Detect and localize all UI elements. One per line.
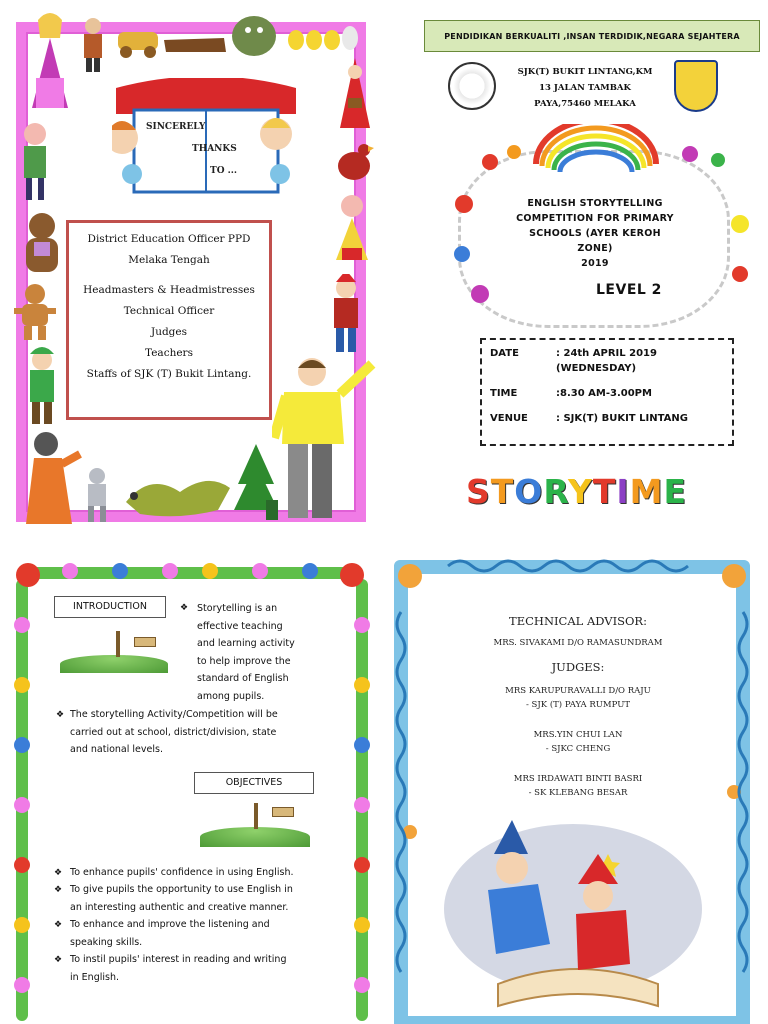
book-word-to: TO ... [210, 166, 238, 176]
advisor-heading: TECHNICAL ADVISOR: [509, 614, 647, 628]
dwarf-illustration [322, 274, 370, 356]
objective-line: speaking skills. [70, 936, 143, 948]
bullet-icon: ❖ [54, 920, 63, 930]
gingerbread-man-illustration [10, 282, 60, 342]
storytime-letter: I [616, 472, 630, 511]
pig-in-dress-illustration [330, 190, 374, 270]
cover-page [400, 0, 768, 540]
introduction-page [0, 545, 384, 1024]
intro-paragraph-1 [197, 600, 317, 705]
intro-line: standard of English [197, 673, 289, 684]
slogan-banner: PENDIDIKAN BERKUALITI ,INSAN TERDIDIK,NEGARA SEJAHTERA [424, 20, 760, 52]
storytime-logo [440, 460, 750, 530]
title-line: ENGLISH STORYTELLING [527, 198, 663, 209]
objective-3 [70, 916, 322, 951]
judge-name: MRS KARUPURAVALLI D/O RAJU [505, 686, 651, 696]
objective-4 [70, 951, 322, 986]
man-with-staff-illustration [76, 14, 110, 74]
ack-line: Melaka Tengah [128, 254, 210, 266]
intro-line: The storytelling Activity/Competition will be [70, 709, 278, 720]
dragon-illustration [120, 462, 236, 524]
hill-illustration [60, 655, 168, 673]
judge-school: - SJK (T) PAYA RUMPUT [525, 700, 631, 710]
title-year: 2019 [581, 258, 609, 269]
judge-name: MRS.YIN CHUI LAN [533, 730, 623, 740]
objective-line: To enhance and improve the listening and [70, 919, 270, 930]
competition-title [490, 196, 700, 271]
intro-line: carried out at school, district/division, state [70, 726, 277, 738]
troll-illustration [226, 8, 284, 60]
date-day-row [490, 361, 724, 376]
signpost-pole [254, 803, 258, 829]
bullet-icon: ❖ [180, 603, 189, 613]
hill-illustration [200, 827, 310, 847]
intro-line: effective teaching [197, 620, 283, 632]
hen-illustration [334, 138, 374, 186]
objective-line: To give pupils the opportunity to use English in [70, 884, 293, 895]
bullet-icon: ❖ [54, 868, 63, 878]
date-value: : 24th APRIL 2019 [556, 348, 657, 359]
title-line: ZONE) [577, 243, 613, 254]
judges-list [428, 612, 728, 800]
school-crest-right [674, 60, 718, 112]
time-label: TIME [490, 388, 518, 399]
event-info-box [480, 338, 734, 446]
bullet-icon: ❖ [54, 955, 63, 965]
ack-line: Staffs of SJK (T) Bukit Lintang. [86, 368, 252, 380]
storytime-letter: S [466, 472, 491, 511]
intro-line: among pupils. [197, 690, 265, 702]
storytime-letter: E [663, 472, 688, 511]
time-value: :8.30 AM-3.00PM [556, 388, 652, 399]
storytime-letter: Y [567, 472, 593, 511]
storytime-wordmark [466, 472, 687, 511]
judge-school: - SK KLEBANG BESAR [528, 788, 628, 798]
children-reading-book-illustration [458, 814, 698, 1014]
date-label: DATE [490, 348, 519, 359]
advisor-name: MRS. SIVAKAMI D/O RAMASUNDRAM [493, 638, 663, 648]
elf-illustration [18, 344, 66, 428]
ack-line: District Education Officer PPD [87, 233, 251, 245]
red-riding-hood-illustration [334, 50, 376, 132]
princess-illustration [22, 8, 78, 118]
ack-line: Teachers [145, 347, 193, 359]
title-line: COMPETITION FOR PRIMARY [516, 213, 674, 224]
acknowledgement-box [66, 220, 272, 420]
signpost-sign [272, 807, 294, 817]
ack-line: Judges [150, 326, 188, 338]
bear-illustration [18, 208, 66, 278]
intro-line: and learning activity [197, 638, 295, 649]
objective-line: in English. [70, 971, 120, 983]
pig-illustration [16, 118, 54, 204]
venue-label: VENUE [490, 413, 528, 424]
ack-line: Headmasters & Headmistresses [83, 284, 255, 296]
intro-line: Storytelling is an [197, 603, 278, 614]
objective-line: To instil pupils' interest in reading and writing [70, 954, 287, 965]
book-word-sincerely: SINCERELY [146, 122, 206, 132]
carriage-illustration [114, 20, 234, 60]
storytime-letter: M [629, 472, 664, 511]
storytime-letter: T [490, 472, 515, 511]
title-line: SCHOOLS (AYER KEROH [529, 228, 661, 239]
address-line: SJK(T) BUKIT LINTANG,KM [517, 67, 653, 77]
judge-school: - SJKC CHENG [545, 744, 611, 754]
level-label: LEVEL 2 [596, 282, 662, 298]
address-line: 13 JALAN TAMBAK [539, 83, 631, 93]
school-address [500, 64, 670, 112]
bullet-icon: ❖ [54, 885, 63, 895]
intro-line: to help improve the [197, 655, 291, 667]
tin-man-illustration [80, 466, 114, 524]
boy-yellow-shirt-illustration [272, 354, 376, 524]
ack-line: Technical Officer [123, 305, 215, 317]
date-row [490, 346, 724, 361]
book-word-thanks: THANKS [192, 144, 237, 154]
signpost-pole [116, 631, 120, 657]
signpost-sign [134, 637, 156, 647]
judges-heading: JUDGES: [551, 660, 605, 674]
judge-name: MRS IRDAWATI BINTI BASRI [513, 774, 643, 784]
introduction-heading: INTRODUCTION [54, 596, 166, 618]
thank-you-page [0, 0, 384, 540]
objective-2 [70, 881, 322, 916]
venue-value: : SJK(T) BUKIT LINTANG [556, 413, 688, 424]
wolf-in-coat-illustration [14, 430, 84, 526]
venue-row [490, 411, 724, 426]
objective-1 [70, 864, 322, 882]
objective-line: To enhance pupils' confidence in using English. [70, 867, 294, 878]
plant-and-gnome-illustration [230, 440, 282, 524]
open-book-illustration [112, 78, 300, 198]
storytime-letter: T [592, 472, 617, 511]
objective-line: an interesting authentic and creative manner. [70, 901, 289, 913]
bullet-icon: ❖ [56, 710, 65, 720]
intro-line: and national levels. [70, 744, 163, 755]
objectives-heading: OBJECTIVES [194, 772, 314, 794]
time-row [490, 386, 724, 401]
storytime-letter: O [514, 472, 544, 511]
school-logo-left [448, 62, 496, 110]
address-line: PAYA,75460 MELAKA [534, 99, 636, 109]
intro-paragraph-2 [70, 706, 320, 759]
storytime-letter: R [543, 472, 568, 511]
date-day: (WEDNESDAY) [556, 363, 637, 374]
judges-page [388, 552, 768, 1024]
